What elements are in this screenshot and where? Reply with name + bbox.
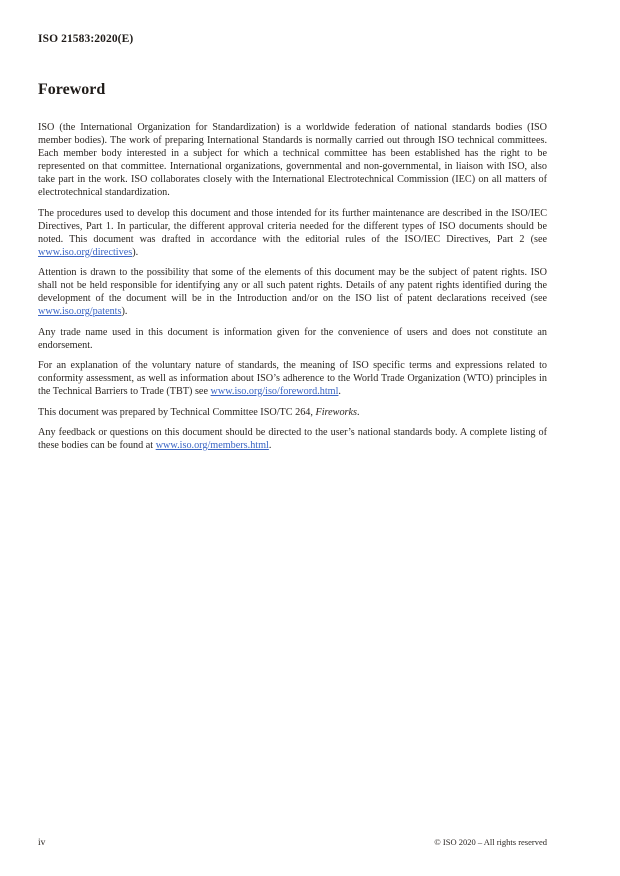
copyright-notice: © ISO 2020 – All rights reserved — [434, 837, 547, 847]
page-number: iv — [38, 838, 46, 848]
text-run: The procedures used to develop this document and those intended for its further maintenance are described in the ISO/IEC Directives, Part 1. In particular, the different approval criteria needed for the different types of ISO documents should be noted. This document was drafted in accordance with the editorial rules of the ISO/IEC Directives, Part 2 (see — [38, 207, 547, 245]
link[interactable]: www.iso.org/directives — [38, 246, 133, 258]
paragraph — [38, 207, 547, 259]
page-title: Foreword — [38, 81, 106, 98]
foreword-body — [38, 121, 547, 460]
link[interactable]: www.iso.org/patents — [38, 306, 122, 317]
text-run: ). — [132, 246, 139, 258]
text-run: Any feedback or questions on this document should be directed to the user’s national standards body. A complete listing of these bodies can be found at — [38, 427, 547, 451]
paragraph — [38, 426, 547, 452]
paragraph — [38, 406, 547, 419]
text-run: This document was prepared by Technical Committee ISO/TC 264, — [38, 406, 316, 418]
text-run: . — [357, 406, 360, 418]
paragraph — [38, 121, 547, 199]
text-run: ISO (the International Organization for Standardization) is a worldwide federation of national standards bodies (ISO member bodies). The work of preparing International Standards is normally carried out through ISO technical committees. Each member body interested in a subject for which a technical committee has been established has the right to be represented on that committee. International organizations, governmental and non-governmental, in liaison with ISO, also take part in the work. ISO collaborates closely with the International Electrotechnical Commission (IEC) on all matters of electrotechnical standardization. — [38, 122, 547, 198]
link[interactable]: www.iso.org/members.html — [155, 440, 269, 451]
text-run: Attention is drawn to the possibility that some of the elements of this document may be the subject of patent rights. ISO shall not be held responsible for identifying any or all such patent rights. Details of any patent rights identified during the development of the document will be in the Introduction and/or on the ISO list of patent declarations received (see — [38, 267, 547, 304]
text-run: . — [268, 440, 272, 451]
paragraph — [38, 266, 547, 318]
link[interactable]: www.iso.org/iso/foreword.html — [210, 386, 339, 397]
paragraph — [38, 326, 547, 352]
document-number: ISO 21583:2020(E) — [38, 33, 134, 45]
page-footer — [38, 837, 547, 848]
text-run: For an explanation of the voluntary nature of standards, the meaning of ISO specific terms and expressions related to conformity assessment, as well as information about ISO’s adherence to the World Trade Organization (WTO) principles in the Technical Barriers to Trade (TBT) see — [38, 360, 547, 397]
text-run: Any trade name used in this document is information given for the convenience of users and does not constitute an endorsement. — [38, 326, 547, 351]
paragraph — [38, 359, 547, 398]
text-run: ). — [121, 306, 128, 317]
italic-text: Fireworks — [315, 406, 358, 418]
text-run: . — [338, 386, 341, 397]
